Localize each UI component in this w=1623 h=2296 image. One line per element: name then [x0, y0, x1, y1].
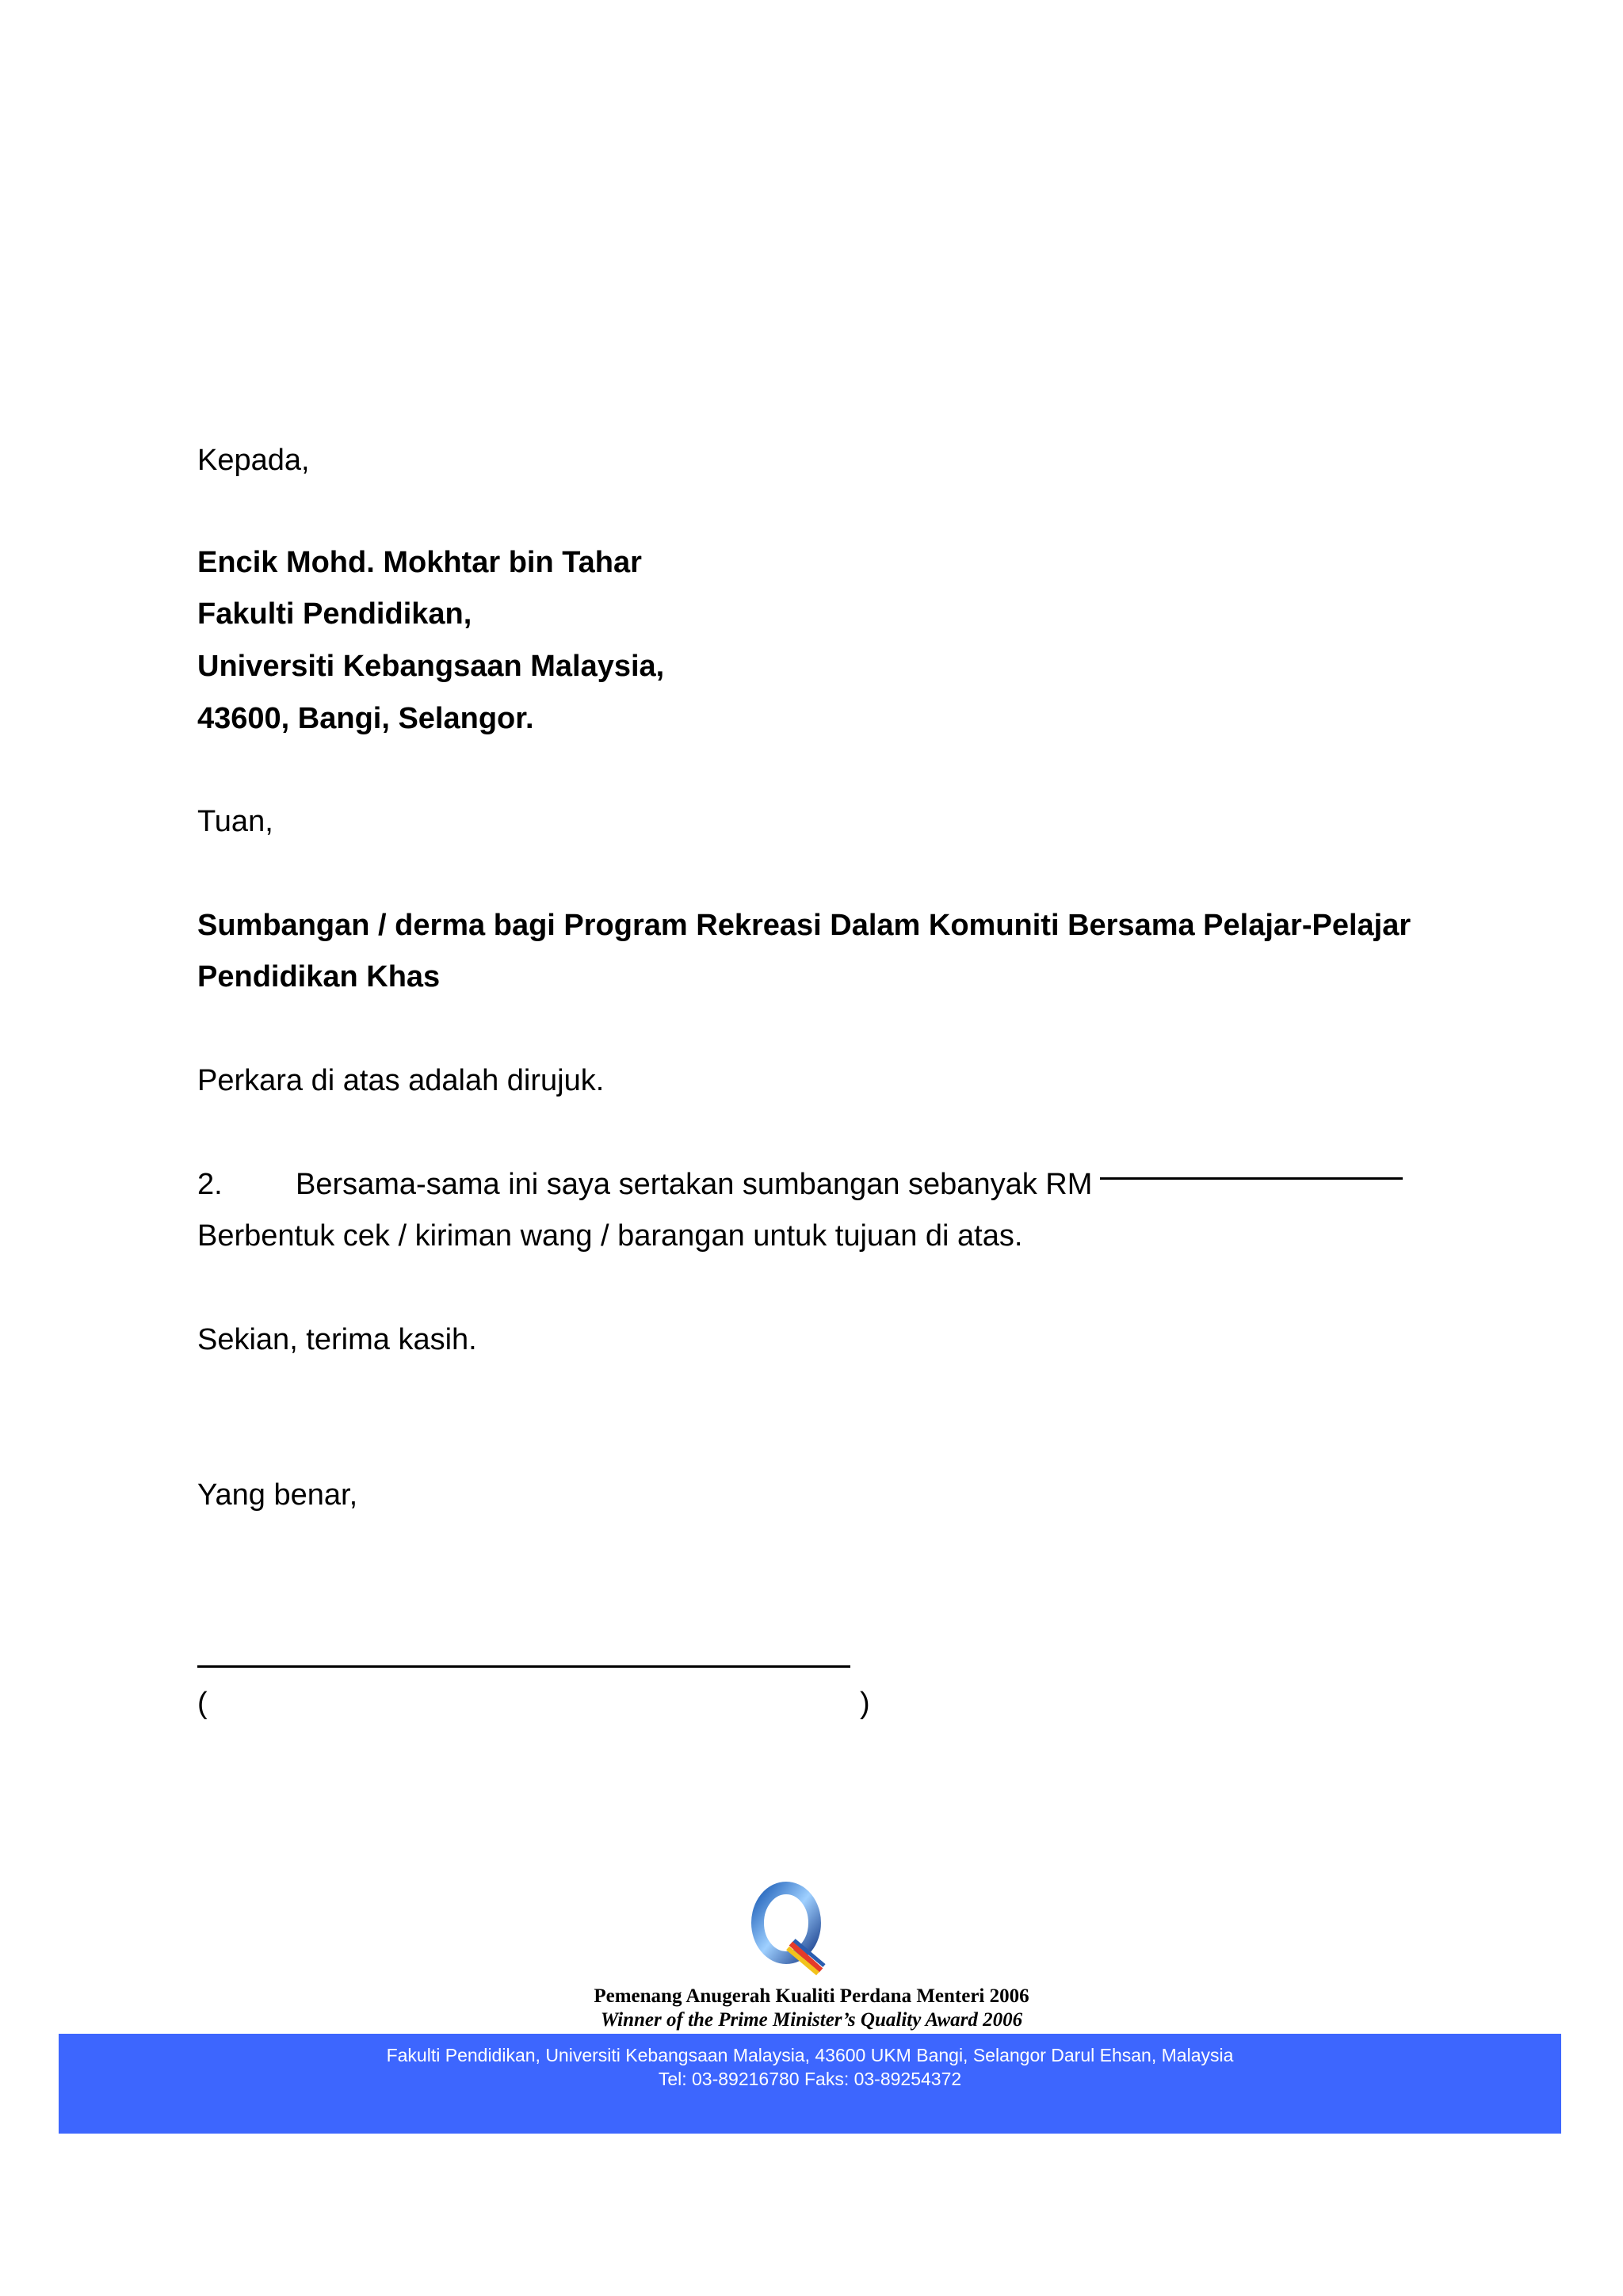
quality-award-q-logo-icon: [745, 1882, 832, 1977]
award-text-malay: Pemenang Anugerah Kualiti Perdana Menteri 2006: [594, 1985, 1029, 2007]
recipient-university: Universiti Kebangsaan Malaysia,: [197, 650, 665, 683]
signature-line: [197, 1665, 850, 1668]
reference-sentence: Perkara di atas adalah dirujuk.: [197, 1064, 605, 1097]
paragraph-number: 2.: [197, 1168, 223, 1201]
recipient-faculty: Fakulti Pendidikan,: [197, 597, 472, 631]
salutation-to: Kepada,: [197, 444, 310, 477]
signature-open-paren: (: [197, 1687, 208, 1720]
signature-close-paren: ): [860, 1687, 870, 1720]
recipient-postcode-city: 43600, Bangi, Selangor.: [197, 702, 534, 735]
amount-blank-line: [1100, 1177, 1403, 1180]
thanks: Sekian, terima kasih.: [197, 1323, 477, 1356]
paragraph-2-line-2: Berbentuk cek / kiriman wang / barangan untuk tujuan di atas.: [197, 1219, 1023, 1253]
paragraph-2-line-1: Bersama-sama ini saya sertakan sumbangan sebanyak RM: [296, 1168, 1093, 1201]
recipient-name: Encik Mohd. Mokhtar bin Tahar: [197, 546, 642, 579]
footer-address: Fakulti Pendidikan, Universiti Kebangsaan Malaysia, 43600 UKM Bangi, Selangor Darul Ehsan, Malaysia: [386, 2045, 1234, 2065]
footer-band: [59, 2034, 1561, 2134]
greeting: Tuan,: [197, 805, 273, 838]
closing: Yang benar,: [197, 1478, 358, 1512]
subject-line-1: Sumbangan / derma bagi Program Rekreasi Dalam Komuniti Bersama Pelajar-Pelajar: [197, 909, 1411, 942]
footer-contact: Tel: 03-89216780 Faks: 03-89254372: [658, 2069, 962, 2089]
subject-line-2: Pendidikan Khas: [197, 960, 441, 994]
award-text-english: Winner of the Prime Minister’s Quality Award 2006: [600, 2009, 1023, 2031]
